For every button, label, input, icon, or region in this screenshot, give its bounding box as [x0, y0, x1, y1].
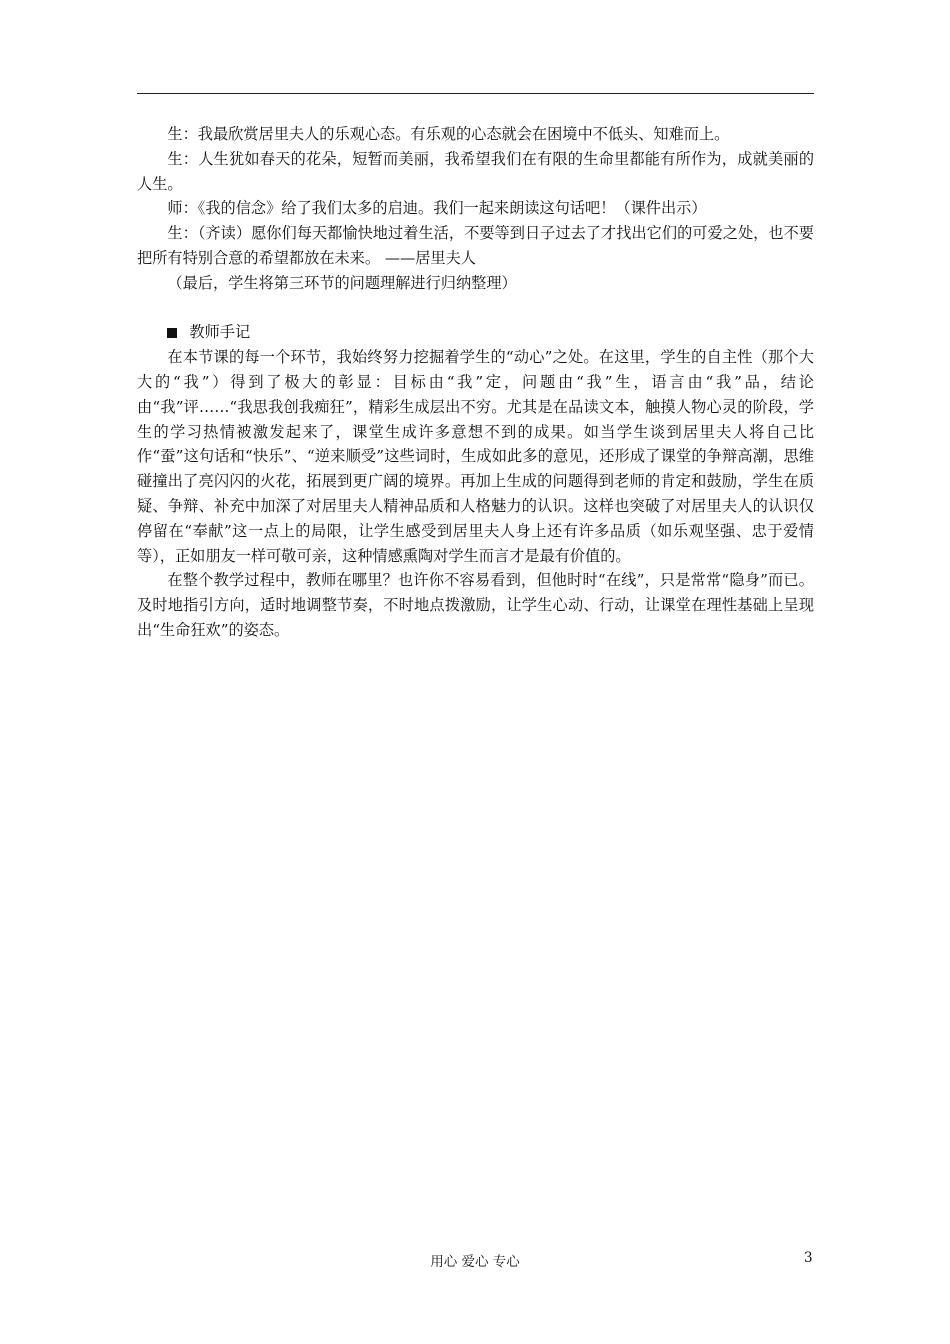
notes-paragraph-1: 在本节课的每一个环节，我始终努力挖掘着学生的“动心”之处。在这里，学生的自主性（那个大大的“我”）得到了极大的彰显：目标由“我”定，问题由“我”生，语言由“我”品，结论由“我”评……“我思我创我痴狂”，精彩生成层出不穷。尤其是在品读文本，触摸人物心灵的阶段，学生的学习热情被激发起来了，课堂生成许多意想不到的成果。如当学生谈到居里夫人将自己比作“蚕”这句话和“快乐”、“逆来顺受”这些词时，生成如此多的意见，还形成了课堂的争辩高潮，思维碰撞出了亮闪闪的火花，拓展到更广阔的境界。再加上生成的问题得到老师的肯定和鼓励，学生在质疑、争辩、补充中加深了对居里夫人精神品质和人格魅力的认识。这样也突破了对居里夫人的认识仅停留在“奉献”这一点上的局限，让学生感受到居里夫人身上还有许多品质（如乐观坚强、忠于爱情等），正如朋友一样可敬可亲，这种情感熏陶对学生而言才是最有价值的。: [137, 348, 814, 565]
dialogue-paragraph-4: 生：（齐读）愿你们每天都愉快地过着生活，不要等到日子过去了才找出它们的可爱之处，也不要把所有特别合意的希望都放在未来。 ——居里夫人: [137, 224, 814, 267]
dialogue-paragraph-3: 师：《我的信念》给了我们太多的启迪。我们一起来朗读这句话吧！（课件出示）: [167, 199, 707, 218]
footer-text: 用心 爱心 专心: [430, 1254, 520, 1270]
page-number: 3: [804, 1250, 813, 1266]
document-body: [137, 122, 814, 643]
black-square-icon: [167, 328, 177, 338]
dialogue-paragraph-2: 生：人生犹如春天的花朵，短暂而美丽，我希望我们在有限的生命里都能有所作为，成就美丽的人生。: [137, 149, 814, 193]
header-rule: [137, 93, 814, 94]
summary-note: （最后，学生将第三环节的问题理解进行归纳整理）: [167, 273, 517, 292]
notes-paragraph-2: 在整个教学过程中，教师在哪里？也许你不容易看到，但他时时“在线”，只是常常“隐身”而已。及时地指引方向，适时地调整节奏，不时地点拨激励，让学生心动、行动，让课堂在理性基础上呈现出“生命狂欢”的姿态。: [137, 571, 814, 639]
section-heading: [137, 320, 814, 345]
dialogue-paragraph-1: 生：我最欣赏居里夫人的乐观心态。有乐观的心态就会在困境中不低头、知难而上。: [167, 125, 730, 143]
section-heading-text: 教师手记: [189, 323, 251, 342]
